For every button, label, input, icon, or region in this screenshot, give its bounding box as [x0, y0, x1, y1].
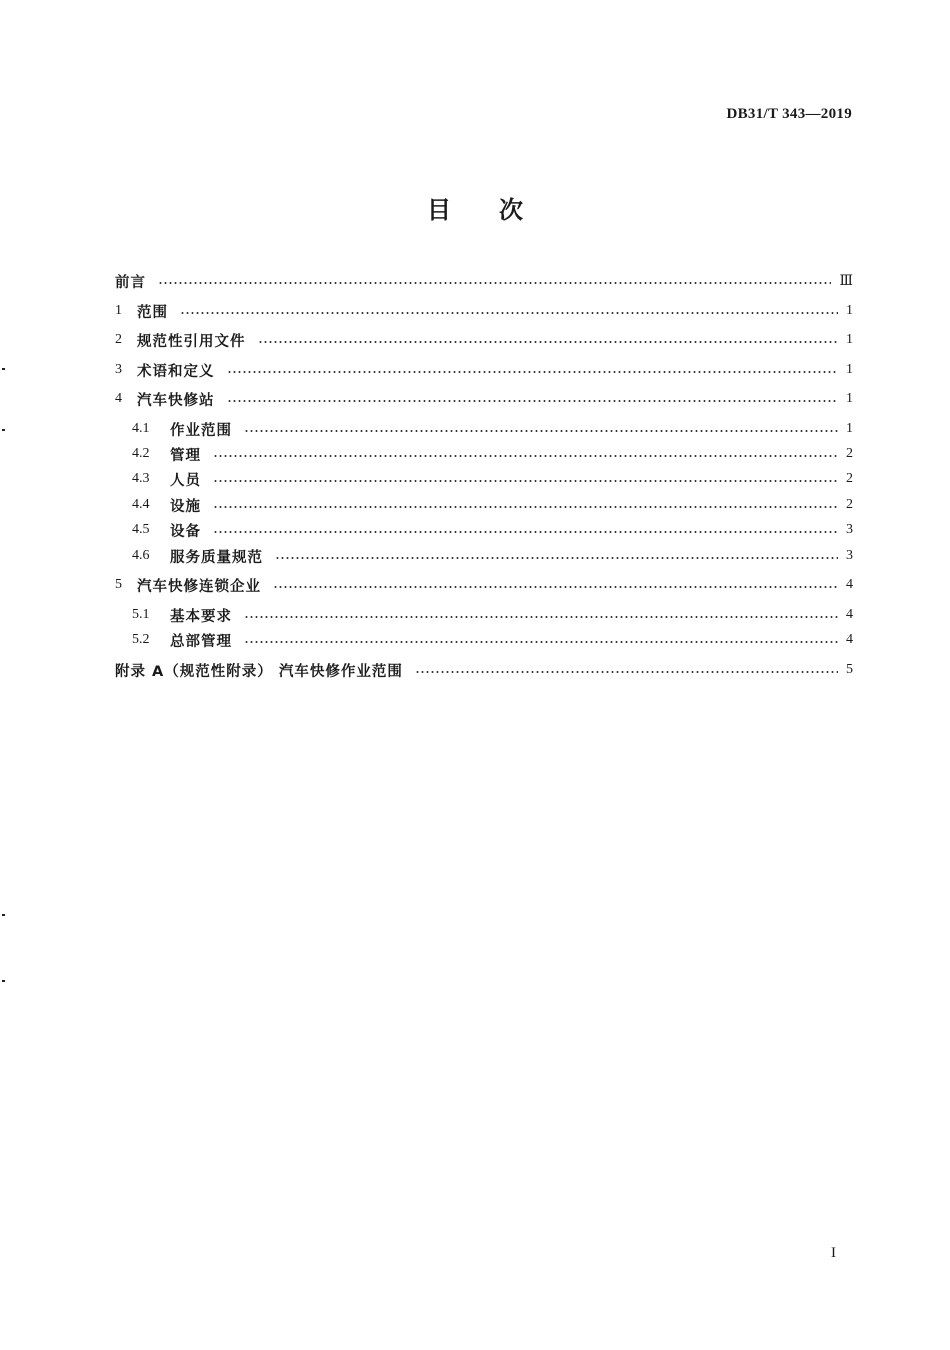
toc-entry-page: 4 — [846, 632, 853, 647]
dot-leader — [213, 531, 838, 533]
toc-entry-number: 4.6 — [132, 548, 150, 563]
toc-entry-foreword[interactable] — [115, 270, 853, 292]
dot-leader — [415, 671, 838, 673]
scan-artifact — [2, 368, 5, 370]
toc-entry-page: 1 — [846, 362, 853, 377]
document-code: DB31/T 343—2019 — [726, 106, 852, 122]
toc-entry-annex-a[interactable] — [115, 659, 853, 681]
toc-entry-4-2[interactable] — [132, 443, 853, 465]
toc-entry-4-1[interactable] — [132, 418, 853, 440]
toc-entry-title: 术语和定义 — [137, 363, 215, 380]
toc-entry-1[interactable] — [115, 300, 853, 322]
scan-artifact — [2, 429, 5, 431]
toc-title — [0, 190, 950, 225]
toc-entry-title: 汽车快修站 — [137, 392, 215, 409]
toc-entry-title: 范围 — [137, 304, 168, 321]
toc-entry-title: 汽车快修连锁企业 — [137, 578, 261, 595]
dot-leader — [213, 480, 838, 482]
dot-leader — [275, 557, 838, 559]
toc-title-char-1: 目 — [427, 196, 451, 224]
toc-entry-number: 1 — [115, 303, 122, 318]
toc-entry-page: 2 — [846, 497, 853, 512]
toc-entry-number: 5.2 — [132, 632, 150, 647]
toc-entry-title: 总部管理 — [170, 633, 232, 650]
dot-leader — [213, 506, 838, 508]
toc-entry-page: 2 — [846, 471, 853, 486]
toc-entry-page: 4 — [846, 577, 853, 592]
toc-entry-page: 1 — [846, 421, 853, 436]
toc-entry-number: 5 — [115, 577, 122, 592]
dot-leader — [244, 616, 838, 618]
toc-entry-number: 2 — [115, 332, 122, 347]
toc-entry-title: 设施 — [170, 498, 201, 515]
toc-entry-page: 1 — [846, 391, 853, 406]
toc-entry-number: 4.4 — [132, 497, 150, 512]
toc-entry-3[interactable] — [115, 359, 853, 381]
dot-leader — [227, 371, 839, 373]
scan-artifact — [2, 914, 5, 916]
toc-entry-title: 附录 A（规范性附录） 汽车快修作业范围 — [115, 663, 403, 680]
toc-entry-5[interactable] — [115, 574, 853, 596]
toc-entry-page: 5 — [846, 662, 853, 677]
toc-entry-title: 作业范围 — [170, 422, 232, 439]
toc-entry-page: 1 — [846, 332, 853, 347]
dot-leader — [244, 641, 838, 643]
toc-entry-number: 4.2 — [132, 446, 150, 461]
toc-entry-number: 4.1 — [132, 421, 150, 436]
toc-entry-page: 3 — [846, 522, 853, 537]
toc-entry-page: Ⅲ — [839, 273, 853, 289]
toc-entry-2[interactable] — [115, 329, 853, 351]
toc-entry-4-4[interactable] — [132, 494, 853, 516]
toc-entry-4-3[interactable] — [132, 468, 853, 490]
toc-entry-number: 4.5 — [132, 522, 150, 537]
toc-entry-title: 人员 — [170, 472, 201, 489]
toc-entry-title: 前言 — [115, 274, 146, 291]
scan-artifact — [2, 980, 5, 982]
page-number: I — [831, 1245, 836, 1261]
toc-entry-page: 3 — [846, 548, 853, 563]
dot-leader — [273, 586, 838, 588]
dot-leader — [227, 400, 839, 402]
toc-entry-title: 服务质量规范 — [170, 549, 263, 566]
toc-entry-number: 4.3 — [132, 471, 150, 486]
toc-entry-4[interactable] — [115, 388, 853, 410]
toc-entry-5-2[interactable] — [132, 629, 853, 651]
toc-entry-page: 4 — [846, 607, 853, 622]
toc-entry-page: 2 — [846, 446, 853, 461]
toc-entry-number: 3 — [115, 362, 122, 377]
dot-leader — [180, 312, 838, 314]
dot-leader — [158, 282, 831, 284]
dot-leader — [258, 341, 839, 343]
toc-entry-number: 4 — [115, 391, 122, 406]
toc-entry-page: 1 — [846, 303, 853, 318]
toc-entry-4-6[interactable] — [132, 545, 853, 567]
toc-title-char-2: 次 — [499, 196, 523, 224]
toc-entry-5-1[interactable] — [132, 604, 853, 626]
toc-entry-number: 5.1 — [132, 607, 150, 622]
dot-leader — [244, 430, 838, 432]
toc-entry-title: 基本要求 — [170, 608, 232, 625]
dot-leader — [213, 455, 838, 457]
toc-entry-title: 设备 — [170, 523, 201, 540]
toc-entry-4-5[interactable] — [132, 519, 853, 541]
toc-entry-title: 管理 — [170, 447, 201, 464]
toc-entry-title: 规范性引用文件 — [137, 333, 246, 350]
